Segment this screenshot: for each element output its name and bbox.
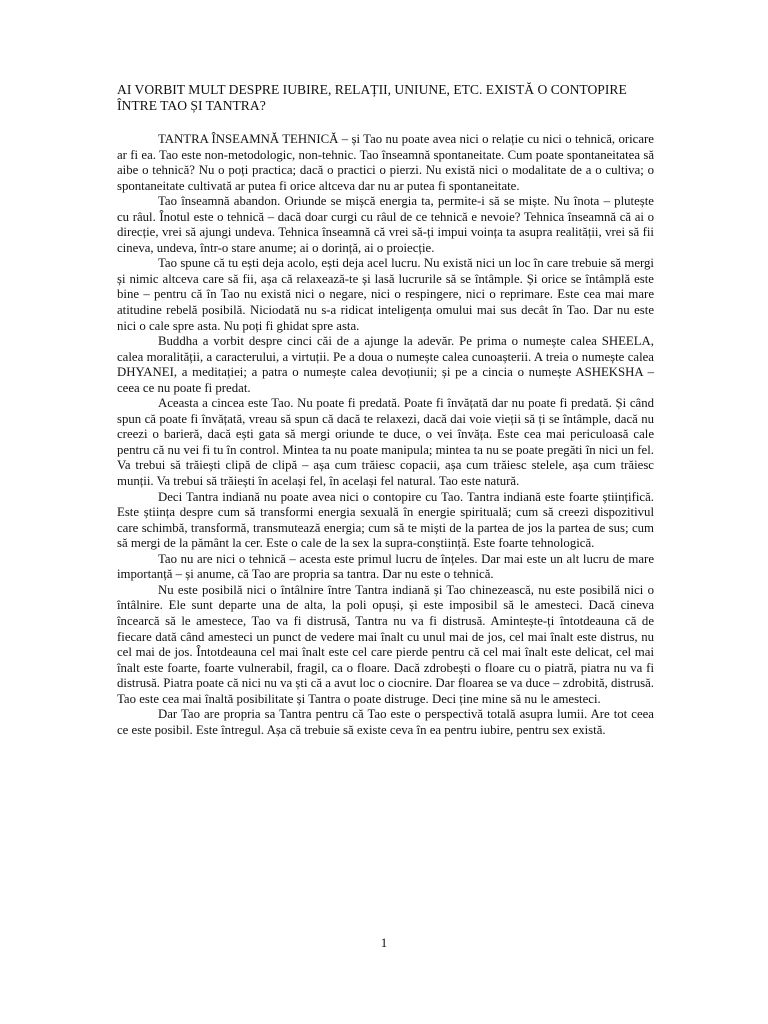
paragraph: Aceasta a cincea este Tao. Nu poate fi predată. Poate fi învățată dar nu poate fi predată. Și când spun că poate fi învățată, vreau să spun că dacă te relaxezi, dacă dai voie vieții să ți se întâmple, dacă nu creezi o barieră, dacă ești gata să mergi oriunde te duce, o vei învăța. Este cea mai periculoasă cale pentru că nu vei fi tu în control. Mintea ta nu poate manipula; mintea ta nu se poate pregăti în nici un fel. Va trebui să trăiești clipă de clipă – așa cum trăiesc copacii, așa cum trăiesc stelele, așa cum trăiesc munții. Va trebui să trăiești în același fel, în același fel natural. Tao este natură. bbox=[117, 396, 654, 489]
page-title: AI VORBIT MULT DESPRE IUBIRE, RELAȚII, UNIUNE, ETC. EXISTĂ O CONTOPIRE ÎNTRE TAO ȘI TANTRA? bbox=[117, 82, 627, 113]
document-body bbox=[117, 132, 654, 738]
paragraph: Deci Tantra indiană nu poate avea nici o contopire cu Tao. Tantra indiană este foarte științifică. Este știința despre cum să transformi energia sexuală în energie spirituală; cum să creezi dispozitivul care schimbă, transformă, transmutează energia; cum să te miști de la partea de jos la partea de sus; cum să mergi de la pământ la cer. Este o cale de la sex la supra-conștiință. Este foarte tehnologică. bbox=[117, 489, 654, 551]
paragraph: Dar Tao are propria sa Tantra pentru că Tao este o perspectivă totală asupra lumii. Are tot ceea ce este posibil. Este întregul. Așa că trebuie să existe ceva în ea pentru iubire, pentru sex există. bbox=[117, 707, 654, 737]
paragraph: Nu este posibilă nici o întâlnire între Tantra indiană și Tao chinezească, nu este posibilă nici o întâlnire. Ele sunt departe una de alta, la poli opuși, și este imposibil să le amesteci. Dacă cineva încearcă să le amestece, Tao va fi distrusă, Tantra nu va fi distrusă. Amintește-ți întotdeauna că de fiecare dată când amesteci un punct de vedere mai înalt cu unul mai de jos, cel mai înalt este distrus, nu cel mai de jos. Întotdeauna cel mai înalt este cel care pierde pentru că cel mai înalt este delicat, cel mai înalt este foarte, foarte vulnerabil, fragil, ca o floare. Dacă zdrobești o floare cu o piatră, piatra nu va fi distrusă. Piatra poate că nici nu va ști că a avut loc o ciocnire. Dar floarea se va duce – zdrobită, distrusă. Tao este cea mai înaltă posibilitate și Tantra o poate distruge. Deci ține mine să nu le amesteci. bbox=[117, 582, 654, 706]
page-number: 1 bbox=[380, 935, 388, 950]
paragraph: Tao spune că tu ești deja acolo, ești deja acel lucru. Nu există nici un loc în care trebuie să mergi și nimic altceva care să fii, așa că relaxează-te și lasă lucrurile să se întâmple. Și orice se întâmplă este bine – pentru că în Tao nu există nici o negare, nici o respingere, nici o reprimare. Este cea mai mare atitudine rebelă posibilă. Niciodată nu s-a ridicat inteligența omului mai sus decât în Tao. Dar nu este nici o cale spre asta. Nu poți fi ghidat spre asta. bbox=[117, 256, 654, 333]
paragraph: Tao înseamnă abandon. Oriunde se mișcă energia ta, permite-i să se miște. Nu înota – plutește cu râul. Înotul este o tehnică – dacă doar curgi cu râul de ce tehnică e nevoie? Tehnica înseamnă că ai o direcție, vrei să ajungi undeva. Tehnica înseamnă că vrei să-ți impui voința ta asupra realității, vrei să fii cineva, undeva, într-o stare anume; ai o dorință, ai o proiecție. bbox=[117, 194, 654, 255]
paragraph: TANTRA ÎNSEAMNĂ TEHNICĂ – și Tao nu poate avea nici o relație cu nici o tehnică, oricare ar fi ea. Tao este non-metodologic, non-tehnic. Tao înseamnă spontaneitate. Cum poate spontaneitatea să aibe o tehnică? Nu o poți practica; dacă o practici o pierzi. Nu există nici o modalitate de a o cultiva; o spontaneitate cultivată ar putea fi orice altceva dar nu ar putea fi spontaneitate. bbox=[117, 132, 654, 193]
paragraph: Tao nu are nici o tehnică – acesta este primul lucru de înțeles. Dar mai este un alt lucru de mare importanță – și anume, că Tao are propria sa tantra. Dar nu este o tehnică. bbox=[117, 551, 654, 582]
paragraph: Buddha a vorbit despre cinci căi de a ajunge la adevăr. Pe prima o numește calea SHEELA, calea moralității, a caracterului, a virtuții. Pe a doua o numește calea cunoașterii. A treia o numește calea DHYANEI, a meditației; a patra o numește calea devoțiunii; și pe a cincia o numește ASHEKSHA – ceea ce nu poate fi predat. bbox=[117, 334, 654, 395]
